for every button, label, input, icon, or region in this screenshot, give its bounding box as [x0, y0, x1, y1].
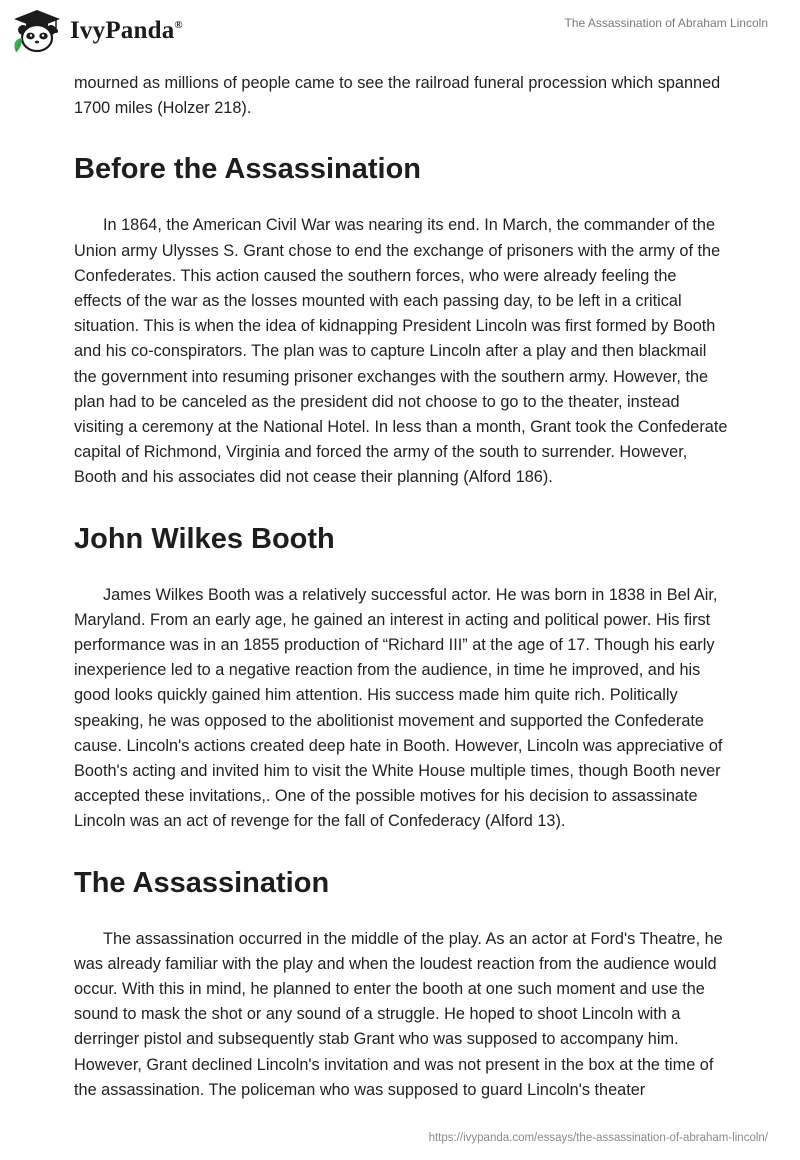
section-paragraph-the-assassination: The assassination occurred in the middle of the play. As an actor at Ford's Theatre, he was already familiar with the play and when the loudest reaction from the audience would occur. With this in mind, he planned to enter the booth at one such moment and use the sound to mask the shot or any sound of a struggle. He hoped to shoot Lincoln with a derringer pistol and subsequently stab Grant who was supposed to accompany him. However, Grant declined Lincoln's invitation and was not present in the box at the time of the assassination. The policeman who was supposed to guard Lincoln's theater — [74, 929, 723, 1099]
section-paragraph-before-assassination: In 1864, the American Civil War was nearing its end. In March, the commander of the Union army Ulysses S. Grant chose to end the exchange of prisoners with the army of the Confederates. This action caused the southern forces, who were already feeling the effects of the war as the losses mounted with each passing day, to be left in a critical situation. This is when the idea of kidnapping President Lincoln was first formed by Booth and his co-conspirators. The plan was to capture Lincoln after a play and then blackmail the government into resuming prisoner exchanges with the southern army. However, the plan had to be canceled as the president did not choose to go to the theater, instead visiting a ceremony at the National Hotel. In less than a month, Grant took the Confederate capital of Richmond, Virginia and forced the army of the south to surrender. However, Booth and his associates did not cease their planning (Alford 186). — [74, 216, 728, 487]
section-heading-the-assassination: The Assassination — [74, 866, 330, 899]
page-header — [0, 0, 800, 70]
essay-content — [74, 71, 728, 1103]
section-paragraph-john-wilkes-booth: James Wilkes Booth was a relatively successful actor. He was born in 1838 in Bel Air, Maryland. From an early age, he gained an interest in acting and political power. His first performance was in an 1855 production of “Richard III” at the age of 17. Though his early inexperience led to a negative reaction from the audience, in time he improved, and his good looks quickly gained him attention. His success made him quite rich. Politically speaking, he was opposed to the abolitionist movement and supported the Confederate cause. Lincoln's actions created deep hate in Booth. However, Lincoln was appreciative of Booth's acting and invited him to visit the White House multiple times, though Booth never accepted these invitations,. One of the possible motives for his decision to assassinate Lincoln was an act of revenge for the fall of Confederacy (Alford 13). — [74, 585, 723, 831]
ivypanda-logo[interactable] — [10, 8, 183, 54]
logo-wordmark: IvyPanda® — [70, 17, 183, 44]
section-heading-john-wilkes-booth: John Wilkes Booth — [74, 522, 335, 555]
source-url-link[interactable]: https://ivypanda.com/essays/the-assassination-of-abraham-lincoln/ — [428, 1132, 768, 1144]
section-heading-before-assassination: Before the Assassination — [74, 153, 422, 186]
intro-paragraph: mourned as millions of people came to see the railroad funeral procession which spanned 1700 miles (Holzer 218). — [74, 74, 721, 118]
document-title: The Assassination of Abraham Lincoln — [564, 16, 768, 30]
panda-graduate-icon — [10, 8, 64, 54]
